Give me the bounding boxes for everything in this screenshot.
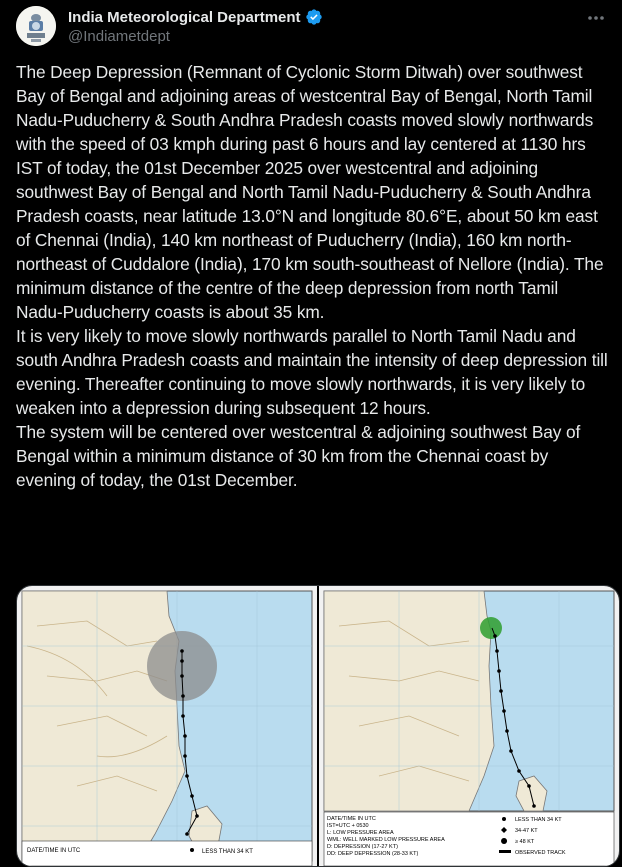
tweet-paragraph-2: It is very likely to move slowly northwards parallel to North Tamil Nadu and south Andhra Pradesh coasts and maintain the intensity of deep depression till evening. Thereafter continuing to move slowly northwards, it is very likely to weaken into a depression during subsequent 12 hours.	[16, 326, 608, 418]
legend-line: D: DEPRESSION (17-27 KT)	[327, 844, 398, 850]
legend-item-left: LESS THAN 34 KT	[202, 849, 253, 855]
legend-line: WML: WELL MARKED LOW PRESSURE AREA	[327, 837, 445, 843]
legend-line: L: LOW PRESSURE AREA	[327, 830, 394, 836]
imd-emblem-icon	[16, 6, 56, 46]
media-grid	[16, 585, 620, 867]
verified-badge-icon	[305, 8, 323, 26]
tweet-paragraph-3: The system will be centered over westcentral & adjoining southwest Bay of Bengal within a minimum distance of 30 km from the Chennai coast by evening of today, the 01st December.	[16, 422, 581, 490]
cyclone-track-map-left[interactable]	[17, 586, 317, 866]
name-row	[68, 8, 323, 26]
tweet-header	[16, 6, 606, 50]
more-options-icon[interactable]	[586, 8, 606, 28]
cyclone-track-map-right[interactable]	[319, 586, 619, 866]
handle[interactable]: @Indiametdept	[68, 28, 170, 45]
avatar[interactable]	[16, 6, 56, 46]
track-map-image	[319, 586, 619, 866]
display-name[interactable]: India Meteorological Department	[68, 8, 301, 26]
legend-line: DD: DEEP DEPRESSION (28-33 KT)	[327, 851, 419, 857]
legend-item: OBSERVED TRACK	[515, 850, 566, 856]
legend-title-left: DATE/TIME IN UTC	[27, 848, 81, 854]
legend-item: LESS THAN 34 KT	[515, 817, 562, 823]
tweet-paragraph-1: The Deep Depression (Remnant of Cyclonic Storm Ditwah) over southwest Bay of Bengal and adjoining areas of westcentral Bay of Bengal, North Tamil Nadu-Puducherry & South Andhra Pradesh coasts moved slowly northwards with the speed of 03 kmph during past 6 hours and lay centered at 1130 hrs IST of today, the 01st December 2025 over westcentral and adjoining southwest Bay of Bengal and North Tamil Nadu-Puducherry & South Andhra Pradesh coasts, near latitude 13.0°N and longitude 80.6°E, about 50 km east of Chennai (India), 140 km northeast of Puducherry (India), 160 km north-northeast of Cuddalore (India), 170 km south-southeast of Nellore (India). The minimum distance of the centre of the deep depression from north Tamil Nadu-Puducherry coasts is about 35 km.	[16, 62, 604, 322]
legend-line: IST=UTC + 0530	[327, 823, 369, 829]
legend-item: ≥ 48 KT	[515, 839, 535, 845]
track-map-image	[17, 586, 317, 866]
legend-item: 34-47 KT	[515, 828, 538, 834]
tweet-text	[16, 60, 608, 492]
legend-line: DATE/TIME IN UTC	[327, 816, 376, 822]
